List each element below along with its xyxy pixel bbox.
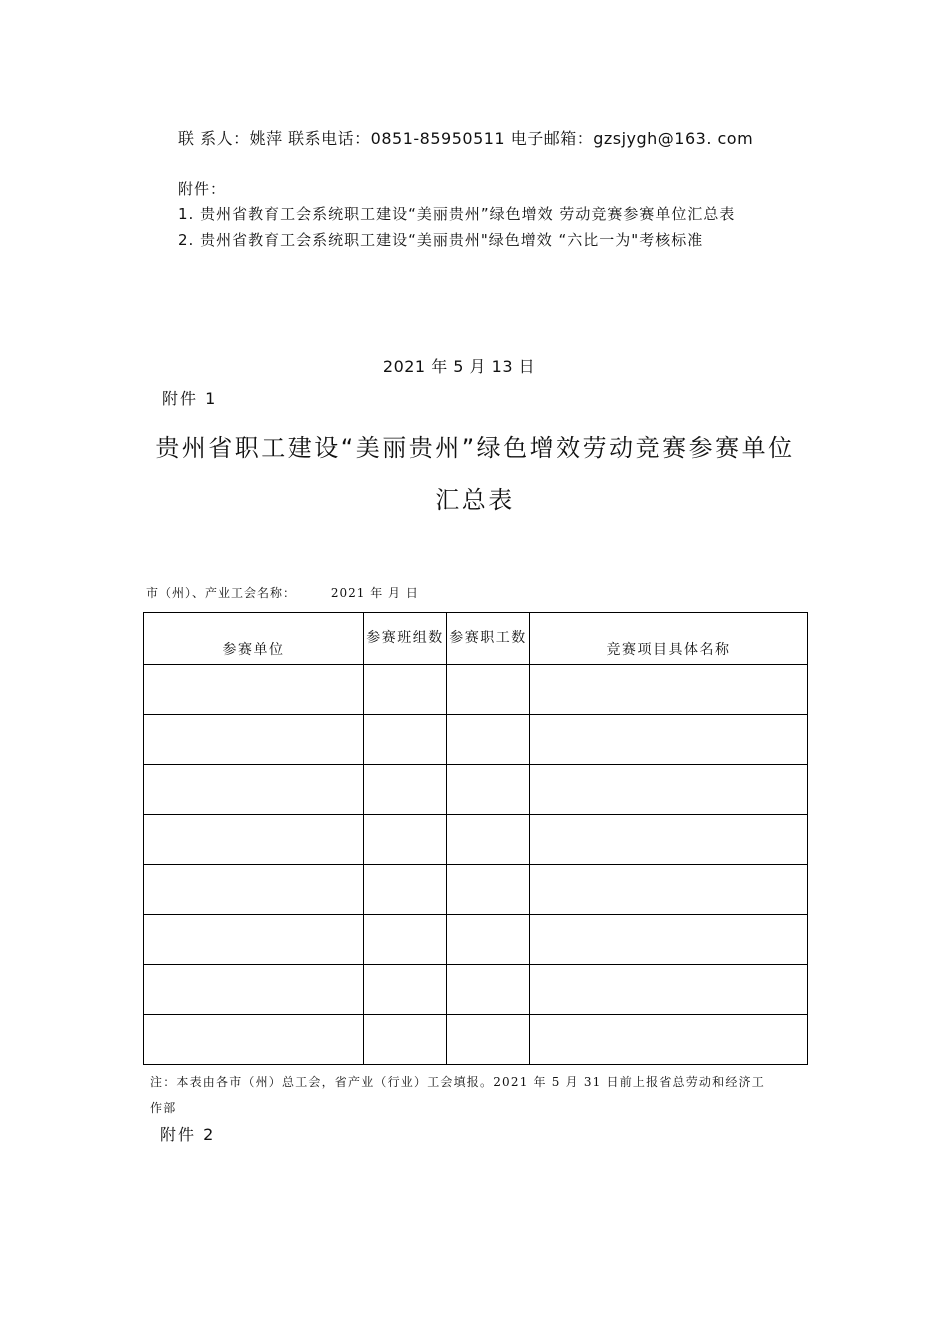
form-union-label: 市（州）、产业工会名称： <box>146 586 297 600</box>
cell-unit <box>144 665 364 715</box>
cell-unit <box>144 965 364 1015</box>
annex1-title-line2: 汇总表 <box>435 486 515 514</box>
header-team-count: 参赛班组数 <box>364 613 447 665</box>
cell-project-name <box>530 815 808 865</box>
cell-team-count <box>364 765 447 815</box>
cell-team-count <box>364 865 447 915</box>
table-note-line1: 注：本表由各市（州）总工会，省产业（行业）工会填报。2021 年 5 月 31 日前上报省总劳动和经济工 <box>150 1075 765 1089</box>
table-row <box>144 765 808 815</box>
cell-staff-count <box>447 665 530 715</box>
cell-staff-count <box>447 815 530 865</box>
cell-staff-count <box>447 965 530 1015</box>
cell-unit <box>144 865 364 915</box>
cell-unit <box>144 915 364 965</box>
table-row <box>144 865 808 915</box>
cell-team-count <box>364 915 447 965</box>
table-row <box>144 1015 808 1065</box>
cell-team-count <box>364 815 447 865</box>
cell-project-name <box>530 965 808 1015</box>
table-row <box>144 665 808 715</box>
form-date: 2021 年 月 日 <box>330 586 419 600</box>
cell-project-name <box>530 865 808 915</box>
cell-unit <box>144 765 364 815</box>
table-row <box>144 815 808 865</box>
header-staff-count: 参赛职工数 <box>447 613 530 665</box>
cell-project-name <box>530 765 808 815</box>
table-note-line2: 作部 <box>150 1101 177 1115</box>
cell-unit <box>144 815 364 865</box>
table-header-row <box>144 613 808 665</box>
attachments-heading: 附件： <box>178 180 227 198</box>
registration-table <box>143 612 808 1065</box>
annex1-label: 附件 1 <box>162 389 218 408</box>
annex1-title-line1: 贵州省职工建设“美丽贵州”绿色增效劳动竞赛参赛单位 <box>155 434 795 462</box>
cell-unit <box>144 715 364 765</box>
cell-staff-count <box>447 915 530 965</box>
cell-team-count <box>364 665 447 715</box>
attachment-item-1: 1. 贵州省教育工会系统职工建设“美丽贵州”绿色增效 劳动竞赛参赛单位汇总表 <box>178 205 736 223</box>
cell-staff-count <box>447 715 530 765</box>
cell-project-name <box>530 1015 808 1065</box>
form-meta-line <box>146 584 419 601</box>
cell-unit <box>144 1015 364 1065</box>
cell-project-name <box>530 665 808 715</box>
cell-team-count <box>364 715 447 765</box>
document-date: 2021 年 5 月 13 日 <box>382 357 536 376</box>
table-row <box>144 915 808 965</box>
cell-team-count <box>364 965 447 1015</box>
cell-staff-count <box>447 765 530 815</box>
cell-staff-count <box>447 865 530 915</box>
table-row <box>144 965 808 1015</box>
cell-staff-count <box>447 1015 530 1065</box>
cell-team-count <box>364 1015 447 1065</box>
table-row <box>144 715 808 765</box>
header-unit: 参赛单位 <box>144 613 364 665</box>
contact-line: 联 系人：姚萍 联系电话：0851-85950511 电子邮箱：gzsjygh@163. com <box>178 129 754 148</box>
cell-project-name <box>530 715 808 765</box>
annex2-label: 附件 2 <box>160 1125 216 1144</box>
header-project-name: 竞赛项目具体名称 <box>530 613 808 665</box>
cell-project-name <box>530 915 808 965</box>
attachment-item-2: 2. 贵州省教育工会系统职工建设“美丽贵州"绿色增效 “六比一为"考核标准 <box>178 231 704 249</box>
